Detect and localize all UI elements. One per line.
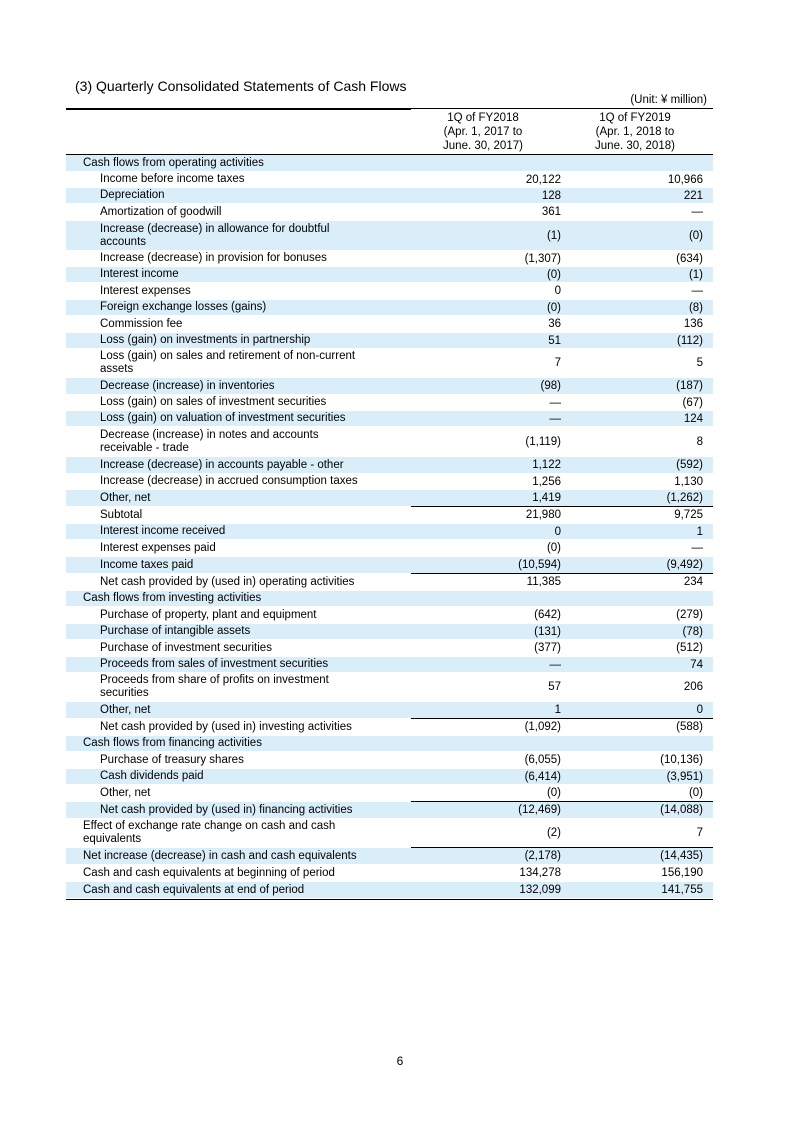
value-fy2019: 0	[696, 704, 703, 716]
value-fy2019: (8)	[688, 301, 703, 314]
value-fy2018: (0)	[546, 268, 561, 281]
row-label: Increase (decrease) in provision for bonuses	[100, 252, 327, 264]
table-row	[66, 848, 713, 865]
value-fy2019: (78)	[682, 625, 703, 638]
row-label: Proceeds from share of profits on investment securities	[100, 674, 329, 699]
value-fy2019	[563, 736, 703, 751]
row-label: Subtotal	[100, 508, 143, 521]
table-row	[66, 607, 713, 624]
row-label: Loss (gain) on sales and retirement of non-current assets	[100, 350, 356, 375]
column-header-line: 1Q of FY2019	[599, 112, 671, 124]
value-fy2019: 5	[696, 357, 703, 369]
value-fy2019: (1,262)	[666, 492, 703, 504]
value-fy2018: (2)	[546, 827, 561, 839]
value-fy2019: (592)	[676, 459, 703, 471]
table-row	[66, 702, 713, 719]
table-row	[66, 591, 713, 607]
row-label: Interest income	[100, 268, 179, 280]
row-label: Foreign exchange losses (gains)	[100, 301, 267, 313]
value-fy2018: (0)	[546, 301, 561, 314]
table-row	[66, 769, 713, 785]
value-fy2019: 7	[696, 827, 703, 839]
table-row	[66, 316, 713, 333]
table-row	[66, 624, 713, 640]
column-header-line: (Apr. 1, 2018 to	[595, 126, 675, 138]
value-fy2019: (67)	[682, 396, 703, 409]
value-fy2018: 7	[554, 357, 561, 369]
table-row	[66, 221, 713, 251]
table-row	[66, 719, 713, 736]
page-title: (3) Quarterly Consolidated Statements of Cash Flows	[75, 78, 407, 94]
table-row	[66, 557, 713, 574]
column-header-line: June. 30, 2017)	[443, 140, 523, 152]
table-row	[66, 283, 713, 300]
row-label: Loss (gain) on sales of investment securities	[100, 396, 327, 408]
value-fy2019: (0)	[688, 229, 703, 242]
value-fy2019: (279)	[676, 609, 703, 621]
row-label: Commission fee	[100, 317, 183, 330]
value-fy2018: 1	[554, 704, 561, 716]
table-row	[66, 474, 713, 490]
value-fy2018: 36	[548, 318, 561, 330]
row-label: Interest expenses paid	[100, 541, 216, 554]
row-label: Cash flows from financing activities	[83, 737, 262, 749]
value-fy2019: (1)	[688, 268, 703, 281]
value-fy2018: (377)	[534, 642, 561, 654]
value-fy2019: 10,966	[667, 173, 703, 186]
table-row	[66, 378, 713, 395]
row-label: Net increase (decrease) in cash and cash equivalents	[83, 849, 357, 862]
table-row	[66, 882, 713, 899]
value-fy2018: (642)	[534, 609, 561, 621]
value-fy2018: (1)	[546, 229, 561, 242]
table-row	[66, 411, 713, 427]
cash-flow-table	[66, 155, 713, 899]
table-row	[66, 457, 713, 474]
table-row	[66, 427, 713, 457]
value-fy2018: (1,092)	[524, 721, 561, 733]
value-fy2018: 361	[541, 206, 561, 218]
value-fy2019: (9,492)	[666, 559, 703, 571]
value-fy2019: 124	[683, 412, 703, 425]
row-label: Loss (gain) on valuation of investment securities	[100, 412, 346, 424]
row-label: Decrease (increase) in inventories	[100, 379, 275, 392]
value-fy2018: 51	[548, 334, 561, 347]
row-label: Interest expenses	[100, 284, 191, 297]
table-row	[66, 819, 713, 848]
column-header-fy2018	[408, 111, 558, 153]
row-label: Cash flows from investing activities	[83, 592, 262, 604]
value-fy2018: (0)	[546, 787, 561, 799]
table-row	[66, 574, 713, 591]
value-fy2018: (10,594)	[518, 559, 561, 571]
value-fy2018: (6,414)	[524, 770, 561, 783]
value-fy2019: (14,088)	[660, 804, 703, 816]
value-fy2019: 8	[696, 435, 703, 448]
value-fy2019	[563, 591, 703, 606]
value-fy2018: 1,256	[532, 475, 561, 488]
row-label: Amortization of goodwill	[100, 205, 222, 218]
column-header-line: 1Q of FY2018	[447, 112, 519, 124]
table-row	[66, 865, 713, 882]
value-fy2018: 11,385	[526, 576, 561, 588]
row-label: Proceeds from sales of investment securities	[100, 658, 329, 670]
table-row	[66, 736, 713, 752]
row-label: Effect of exchange rate change on cash and cash equivalents	[83, 820, 336, 845]
value-fy2018: (1,307)	[524, 252, 561, 265]
table-row	[66, 333, 713, 349]
value-fy2018	[411, 155, 561, 171]
value-fy2018: 0	[554, 525, 561, 538]
value-fy2019: (512)	[676, 642, 703, 654]
subtotal-rule	[411, 573, 713, 574]
table-row	[66, 524, 713, 540]
column-header-fy2019	[560, 111, 710, 153]
value-fy2019: (3,951)	[666, 770, 703, 783]
value-fy2018: 1,419	[532, 492, 561, 504]
value-fy2019: (14,435)	[660, 850, 703, 862]
table-row	[66, 172, 713, 188]
row-label: Other, net	[100, 786, 151, 799]
row-label: Net cash provided by (used in) operating activities	[100, 575, 355, 588]
value-fy2018: (0)	[546, 542, 561, 554]
table-row	[66, 507, 713, 524]
subtotal-rule	[411, 506, 713, 507]
table-row	[66, 155, 713, 172]
value-fy2019: 221	[683, 189, 703, 202]
value-fy2019: 136	[683, 318, 703, 330]
subtotal-rule	[411, 801, 713, 802]
value-fy2018: (98)	[540, 380, 561, 392]
table-row	[66, 395, 713, 411]
title-underline	[66, 108, 411, 110]
value-fy2018: (6,055)	[524, 754, 561, 766]
row-label: Increase (decrease) in allowance for doubtful accounts	[100, 222, 330, 248]
row-label: Increase (decrease) in accounts payable - other	[100, 458, 344, 471]
value-fy2018	[411, 736, 561, 751]
row-label: Purchase of property, plant and equipment	[100, 608, 317, 621]
row-label: Cash and cash equivalents at end of period	[83, 883, 305, 896]
table-row	[66, 300, 713, 316]
row-label: Cash flows from operating activities	[83, 156, 264, 169]
value-fy2019: 1,130	[674, 475, 703, 488]
table-row	[66, 540, 713, 557]
value-fy2018: 132,099	[519, 884, 561, 896]
table-row	[66, 204, 713, 221]
value-fy2018: (2,178)	[524, 850, 561, 862]
row-label: Other, net	[100, 703, 151, 716]
value-fy2018: (131)	[534, 625, 561, 638]
value-fy2019: 74	[690, 658, 703, 671]
value-fy2018: 134,278	[519, 867, 561, 879]
row-label: Depreciation	[100, 189, 165, 201]
row-label: Cash and cash equivalents at beginning of period	[83, 866, 335, 879]
column-header-line: June. 30, 2018)	[595, 140, 675, 152]
table-row	[66, 267, 713, 283]
value-fy2018: 128	[541, 189, 561, 202]
table-row	[66, 673, 713, 702]
value-fy2018: 1,122	[532, 459, 561, 471]
table-row	[66, 802, 713, 819]
table-bottom-rule	[66, 899, 713, 900]
row-label: Cash dividends paid	[100, 770, 204, 782]
subtotal-rule	[411, 718, 713, 719]
table-row	[66, 490, 713, 507]
row-label: Other, net	[100, 491, 151, 504]
value-fy2018	[411, 591, 561, 606]
row-label: Interest income received	[100, 525, 226, 537]
table-row	[66, 752, 713, 769]
value-fy2019: (112)	[677, 334, 703, 347]
table-row	[66, 349, 713, 378]
value-fy2018: 0	[554, 285, 561, 297]
table-row	[66, 640, 713, 657]
value-fy2018: ―	[549, 412, 561, 425]
value-fy2019	[563, 155, 703, 171]
value-fy2019: 206	[683, 681, 703, 693]
row-label: Income taxes paid	[100, 558, 194, 571]
value-fy2019: (10,136)	[660, 754, 703, 766]
value-fy2018: (1,119)	[525, 435, 561, 448]
subtotal-rule	[411, 847, 713, 848]
row-label: Loss (gain) on investments in partnership	[100, 334, 311, 346]
value-fy2019: ―	[691, 206, 703, 218]
header-top-rule	[411, 108, 713, 109]
row-label: Purchase of intangible assets	[100, 625, 251, 637]
value-fy2019: 156,190	[661, 867, 703, 879]
row-label: Decrease (increase) in notes and accounts receivable - trade	[100, 428, 319, 454]
value-fy2018: 21,980	[525, 509, 561, 521]
row-label: Purchase of investment securities	[100, 641, 272, 654]
row-label: Net cash provided by (used in) financing activities	[100, 803, 353, 816]
value-fy2019: (0)	[688, 787, 703, 799]
value-fy2019: 234	[683, 576, 703, 588]
value-fy2018: ―	[549, 396, 561, 409]
value-fy2018: ―	[549, 658, 561, 671]
value-fy2019: ―	[691, 542, 703, 554]
table-row	[66, 188, 713, 204]
value-fy2018: (12,469)	[518, 804, 561, 816]
unit-label: (Unit: ¥ million)	[630, 94, 707, 106]
value-fy2018: 57	[548, 681, 561, 693]
value-fy2019: ―	[691, 285, 703, 297]
value-fy2018: 20,122	[525, 173, 561, 186]
value-fy2019: 141,755	[661, 884, 703, 896]
value-fy2019: (187)	[676, 380, 703, 392]
value-fy2019: (634)	[676, 252, 703, 265]
page-number: 6	[396, 1054, 404, 1068]
value-fy2019: 1	[696, 525, 703, 538]
table-row	[66, 251, 713, 267]
row-label: Purchase of treasury shares	[100, 753, 244, 766]
row-label: Income before income taxes	[100, 173, 245, 185]
value-fy2019: (588)	[676, 721, 703, 733]
value-fy2019: 9,725	[674, 509, 703, 521]
table-row	[66, 657, 713, 673]
row-label: Net cash provided by (used in) investing activities	[100, 720, 352, 733]
column-header-line: (Apr. 1, 2017 to	[443, 126, 523, 138]
row-label: Increase (decrease) in accrued consumption taxes	[100, 475, 358, 487]
table-row	[66, 785, 713, 802]
